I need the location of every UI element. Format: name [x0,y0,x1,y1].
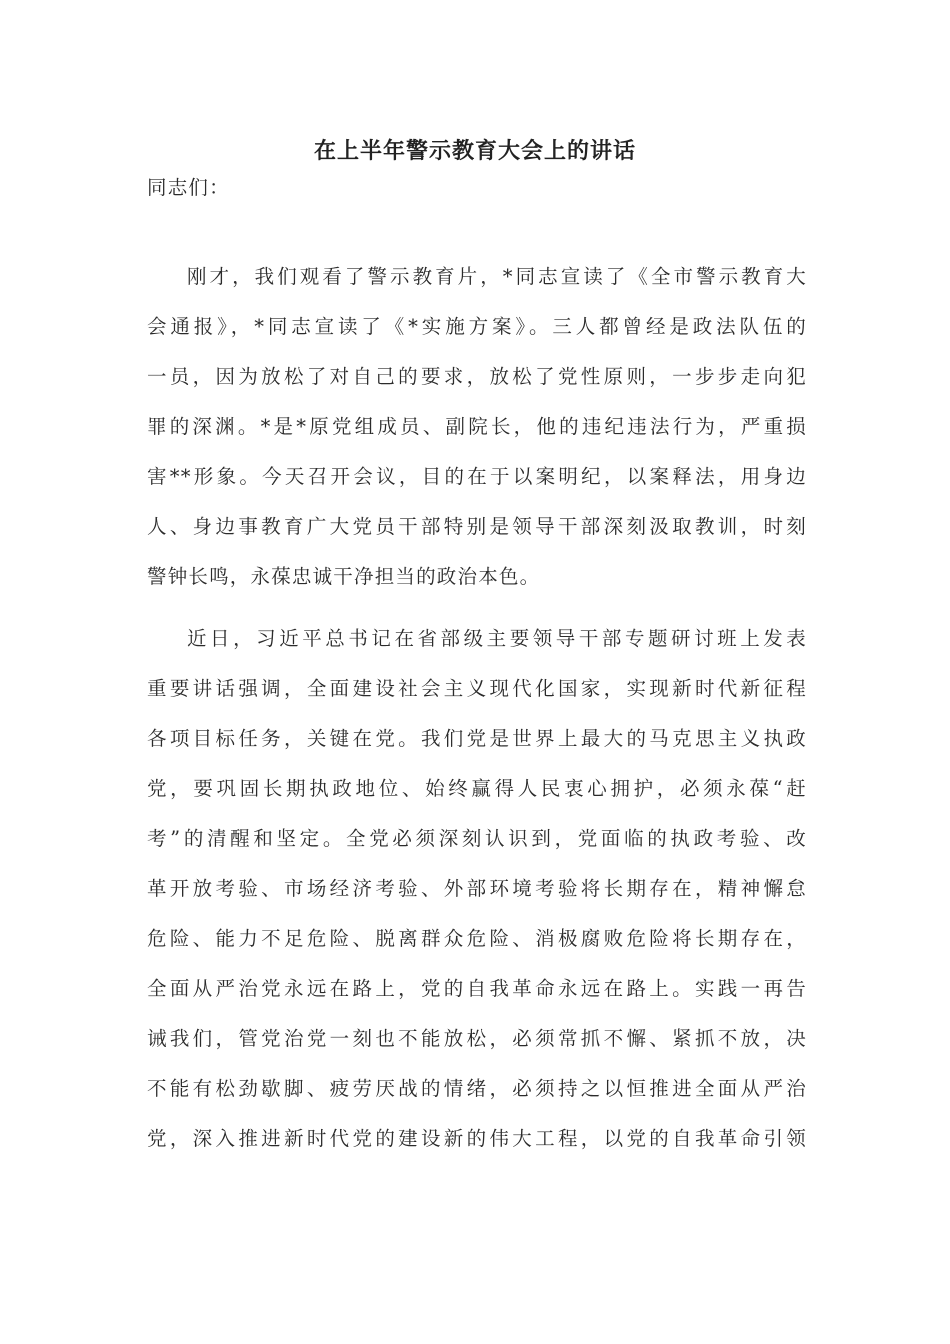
salutation: 同志们： [147,176,230,199]
text-line: 考”的清醒和坚定。全党必须深刻认识到，党面临的执政考验、改 [147,827,807,850]
text-line: 党，深入推进新时代党的建设新的伟大工程，以党的自我革命引领 [147,1127,807,1150]
text-line: 各项目标任务，关键在党。我们党是世界上最大的马克思主义执政 [147,727,807,750]
text-line: 会通报》，*同志宣读了《*实施方案》。三人都曾经是政法队伍的 [147,315,807,338]
text-line: 不能有松劲歇脚、疲劳厌战的情绪，必须持之以恒推进全面从严治 [147,1077,807,1100]
text-line: 革开放考验、市场经济考验、外部环境考验将长期存在，精神懈怠 [147,877,807,900]
text-line: 警钟长鸣，永葆忠诚干净担当的政治本色。 [147,565,541,588]
text-line: 害**形象。今天召开会议，目的在于以案明纪，以案释法，用身边 [147,465,807,488]
paragraph-1 [147,252,807,602]
text-line: 一员，因为放松了对自己的要求，放松了党性原则，一步步走向犯 [147,365,807,388]
text-line: 重要讲话强调，全面建设社会主义现代化国家，实现新时代新征程 [147,677,807,700]
document-title: 在上半年警示教育大会上的讲话 [313,139,636,164]
text-line: 危险、能力不足危险、脱离群众危险、消极腐败危险将长期存在， [147,927,807,950]
text-line: 刚才，我们观看了警示教育片，*同志宣读了《全市警示教育大 [187,265,807,288]
text-line: 诫我们，管党治党一刻也不能放松，必须常抓不懈、紧抓不放，决 [147,1027,807,1050]
text-line: 人、身边事教育广大党员干部特别是领导干部深刻汲取教训，时刻 [147,515,807,538]
text-line: 罪的深渊。*是*原党组成员、副院长，他的违纪违法行为，严重损 [147,415,807,438]
text-line: 全面从严治党永远在路上，党的自我革命永远在路上。实践一再告 [147,977,807,1000]
text-line: 党，要巩固长期执政地位、始终赢得人民衷心拥护，必须永葆“赶 [147,777,807,800]
paragraph-2 [147,614,807,1164]
text-line: 近日，习近平总书记在省部级主要领导干部专题研讨班上发表 [187,627,807,650]
